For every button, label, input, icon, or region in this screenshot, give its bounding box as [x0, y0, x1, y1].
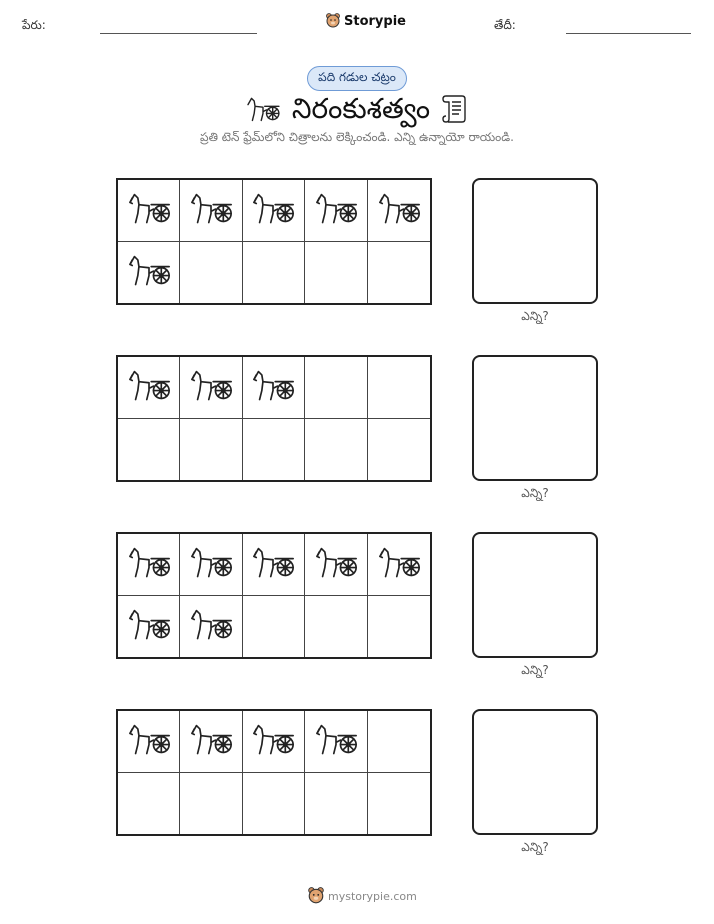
- horse-cart-icon: [126, 605, 172, 647]
- ten-frame-cell: [180, 419, 242, 481]
- horse-cart-icon: [244, 94, 282, 131]
- ten-frame-cell: [243, 711, 305, 773]
- ten-frame-cell: [305, 242, 367, 304]
- page-title: [244, 92, 470, 132]
- horse-cart-icon: [313, 189, 359, 231]
- horse-cart-icon: [188, 543, 234, 585]
- date-label: తేదీ:: [494, 18, 516, 32]
- ten-frame-cell: [243, 773, 305, 835]
- how-many-label: ఎన్ని?: [521, 840, 549, 854]
- answer-box[interactable]: [472, 532, 598, 658]
- brand: [326, 13, 406, 29]
- answer-box[interactable]: [472, 355, 598, 481]
- horse-cart-icon: [376, 543, 422, 585]
- footer-url: mystorypie.com: [328, 889, 417, 903]
- ten-frame-cell: [180, 711, 242, 773]
- ten-frame-cell: [305, 180, 367, 242]
- ten-frame-cell: [180, 534, 242, 596]
- ten-frame: [116, 178, 432, 305]
- ten-frame-cell: [368, 180, 430, 242]
- horse-cart-icon: [126, 251, 172, 293]
- name-label: పేరు:: [22, 18, 46, 32]
- ten-frame-cell: [118, 357, 180, 419]
- ten-frame-cell: [368, 773, 430, 835]
- ten-frame-cell: [305, 419, 367, 481]
- horse-cart-icon: [250, 189, 296, 231]
- ten-frame-cell: [180, 242, 242, 304]
- horse-cart-icon: [313, 543, 359, 585]
- horse-cart-icon: [126, 189, 172, 231]
- ten-frame-cell: [243, 596, 305, 658]
- horse-cart-icon: [126, 543, 172, 585]
- ten-frame-cell: [180, 357, 242, 419]
- ten-frame: [116, 709, 432, 836]
- horse-cart-icon: [188, 189, 234, 231]
- horse-cart-icon: [188, 605, 234, 647]
- ten-frame-cell: [305, 596, 367, 658]
- horse-cart-icon: [250, 720, 296, 762]
- how-many-label: ఎన్ని?: [521, 663, 549, 677]
- answer-box[interactable]: [472, 178, 598, 304]
- ten-frame-cell: [368, 596, 430, 658]
- worksheet-type-badge: పది గడుల చట్రం: [307, 66, 407, 91]
- horse-cart-icon: [250, 543, 296, 585]
- ten-frame-cell: [118, 419, 180, 481]
- ten-frame-cell: [305, 711, 367, 773]
- ten-frame-cell: [368, 534, 430, 596]
- bear-logo-icon: [326, 13, 340, 29]
- ten-frame-cell: [118, 180, 180, 242]
- ten-frame-cell: [180, 596, 242, 658]
- instructions: ప్రతి టెన్ ఫ్రేమ్‌లోని చిత్రాలను లెక్కించండి. ఎన్ని ఉన్నాయో రాయండి.: [200, 130, 514, 144]
- horse-cart-icon: [313, 720, 359, 762]
- ten-frame-cell: [243, 180, 305, 242]
- ten-frame-cell: [368, 242, 430, 304]
- ten-frame-cell: [118, 534, 180, 596]
- how-many-label: ఎన్ని?: [521, 486, 549, 500]
- horse-cart-icon: [126, 720, 172, 762]
- ten-frame-cell: [368, 419, 430, 481]
- ten-frame-cell: [305, 773, 367, 835]
- horse-cart-icon: [188, 720, 234, 762]
- scroll-icon: [440, 93, 470, 132]
- horse-cart-icon: [250, 366, 296, 408]
- answer-box[interactable]: [472, 709, 598, 835]
- how-many-label: ఎన్ని?: [521, 309, 549, 323]
- ten-frame-cell: [180, 180, 242, 242]
- ten-frame: [116, 355, 432, 482]
- ten-frame: [116, 532, 432, 659]
- ten-frame-cell: [118, 596, 180, 658]
- horse-cart-icon: [376, 189, 422, 231]
- ten-frame-cell: [305, 534, 367, 596]
- ten-frame-cell: [243, 534, 305, 596]
- ten-frame-cell: [243, 242, 305, 304]
- name-line[interactable]: [100, 33, 257, 34]
- ten-frame-cell: [368, 711, 430, 773]
- horse-cart-icon: [126, 366, 172, 408]
- ten-frame-cell: [243, 419, 305, 481]
- title-text: నిరంకుశత్వం: [291, 92, 431, 125]
- ten-frame-cell: [305, 357, 367, 419]
- date-line[interactable]: [566, 33, 691, 34]
- ten-frame-cell: [368, 357, 430, 419]
- ten-frame-cell: [118, 773, 180, 835]
- ten-frame-cell: [118, 242, 180, 304]
- horse-cart-icon: [188, 366, 234, 408]
- ten-frame-cell: [118, 711, 180, 773]
- bear-logo-icon: [308, 887, 324, 905]
- ten-frame-cell: [243, 357, 305, 419]
- brand-name: Storypie: [344, 13, 406, 29]
- ten-frame-cell: [180, 773, 242, 835]
- footer: [308, 887, 417, 905]
